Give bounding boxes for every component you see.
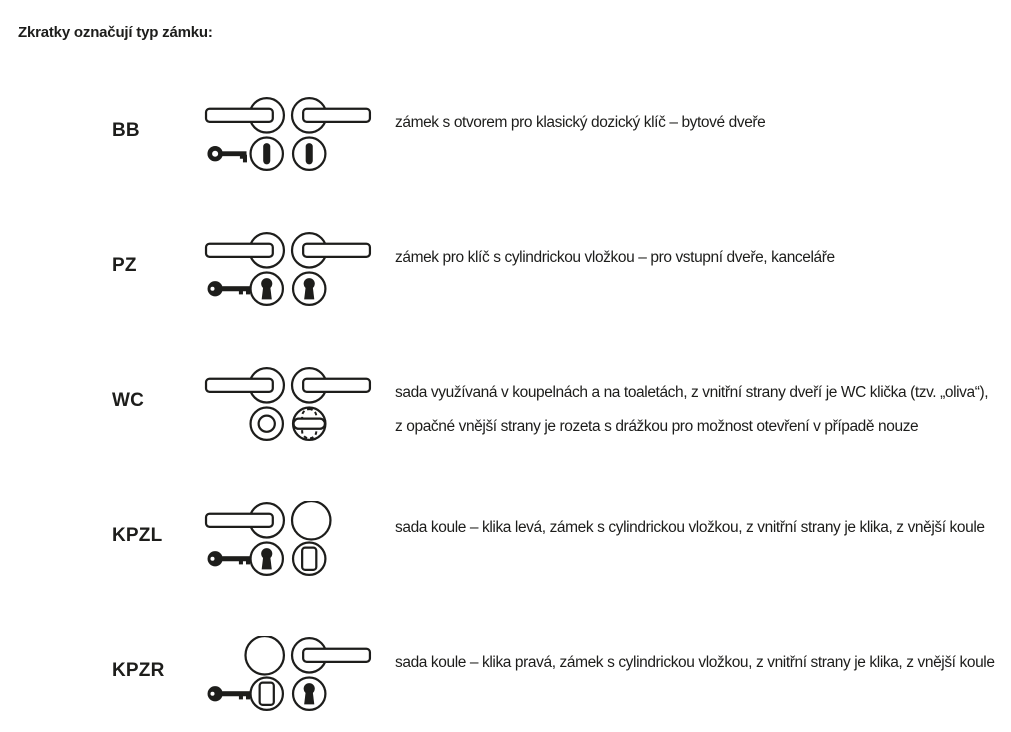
cylinder-key-icon: [208, 281, 251, 296]
cylinder-keyhole-rosette-icon: [251, 543, 283, 575]
lock-code-label: PZ: [112, 255, 137, 276]
lock-icon-set-kpzl: [204, 501, 376, 577]
classic-key-icon: [210, 148, 247, 162]
lock-type-row-bb: [0, 88, 1011, 223]
lock-description: [395, 106, 991, 140]
slot-keyhole-rosette-icon: [293, 138, 325, 170]
lock-description: [395, 646, 995, 680]
cylinder-keyhole-rosette-icon: [293, 273, 325, 305]
description-line: zámek s otvorem pro klasický dozický klíč – bytové dveře: [395, 114, 766, 131]
lock-code-label: WC: [112, 390, 145, 411]
page-title: Zkratky označují typ zámku:: [18, 24, 213, 41]
lock-code-label: KPZL: [112, 525, 163, 546]
knob-ball-icon: [292, 501, 330, 539]
lever-handle-right-icon: [292, 638, 370, 672]
groove-rosette-icon: [251, 408, 283, 440]
lock-type-row-wc: [0, 358, 1011, 493]
lock-code-label: KPZR: [112, 660, 165, 681]
lock-type-row-pz: [0, 223, 1011, 358]
lock-description: [395, 511, 991, 545]
description-line: sada koule – klika levá, zámek s cylindrickou vložkou, z vnitřní strany je klika, z vnější koule: [395, 519, 985, 536]
lock-icon-set-wc: [204, 366, 376, 442]
lever-handle-right-icon: [292, 233, 370, 267]
lock-type-row-kpzr: [0, 628, 1011, 732]
lock-description: [395, 376, 991, 444]
lever-handle-left-icon: [206, 98, 284, 132]
wc-oliva-rosette-icon: [293, 408, 325, 440]
lock-type-row-kpzl: [0, 493, 1011, 628]
slot-keyhole-rosette-icon: [251, 138, 283, 170]
blind-rect-rosette-icon: [293, 543, 325, 575]
cylinder-keyhole-rosette-icon: [293, 678, 325, 710]
description-line: sada koule – klika pravá, zámek s cylindrickou vložkou, z vnitřní strany je klika, z vnější koule: [395, 654, 995, 671]
cylinder-key-icon: [208, 551, 251, 566]
lock-icon-set-bb: [204, 96, 376, 172]
cylinder-key-icon: [208, 686, 251, 701]
lever-handle-right-icon: [292, 98, 370, 132]
lock-description: [395, 241, 991, 275]
description-line: z opačné vnější strany je rozeta s drážkou pro možnost otevření v případě nouze: [395, 418, 919, 435]
description-line: zámek pro klíč s cylindrickou vložkou – pro vstupní dveře, kanceláře: [395, 249, 835, 266]
lock-code-label: BB: [112, 120, 140, 141]
blind-rect-rosette-icon: [251, 678, 283, 710]
lock-icon-set-pz: [204, 231, 376, 307]
cylinder-keyhole-rosette-icon: [251, 273, 283, 305]
lever-handle-left-icon: [206, 503, 284, 537]
lever-handle-right-icon: [292, 368, 370, 402]
lock-icon-set-kpzr: [204, 636, 376, 712]
lever-handle-left-icon: [206, 368, 284, 402]
lever-handle-left-icon: [206, 233, 284, 267]
description-line: sada využívaná v koupelnách a na toaletách, z vnitřní strany dveří je WC klička (tzv. „oliva“),: [395, 384, 989, 401]
knob-ball-icon: [245, 636, 283, 674]
